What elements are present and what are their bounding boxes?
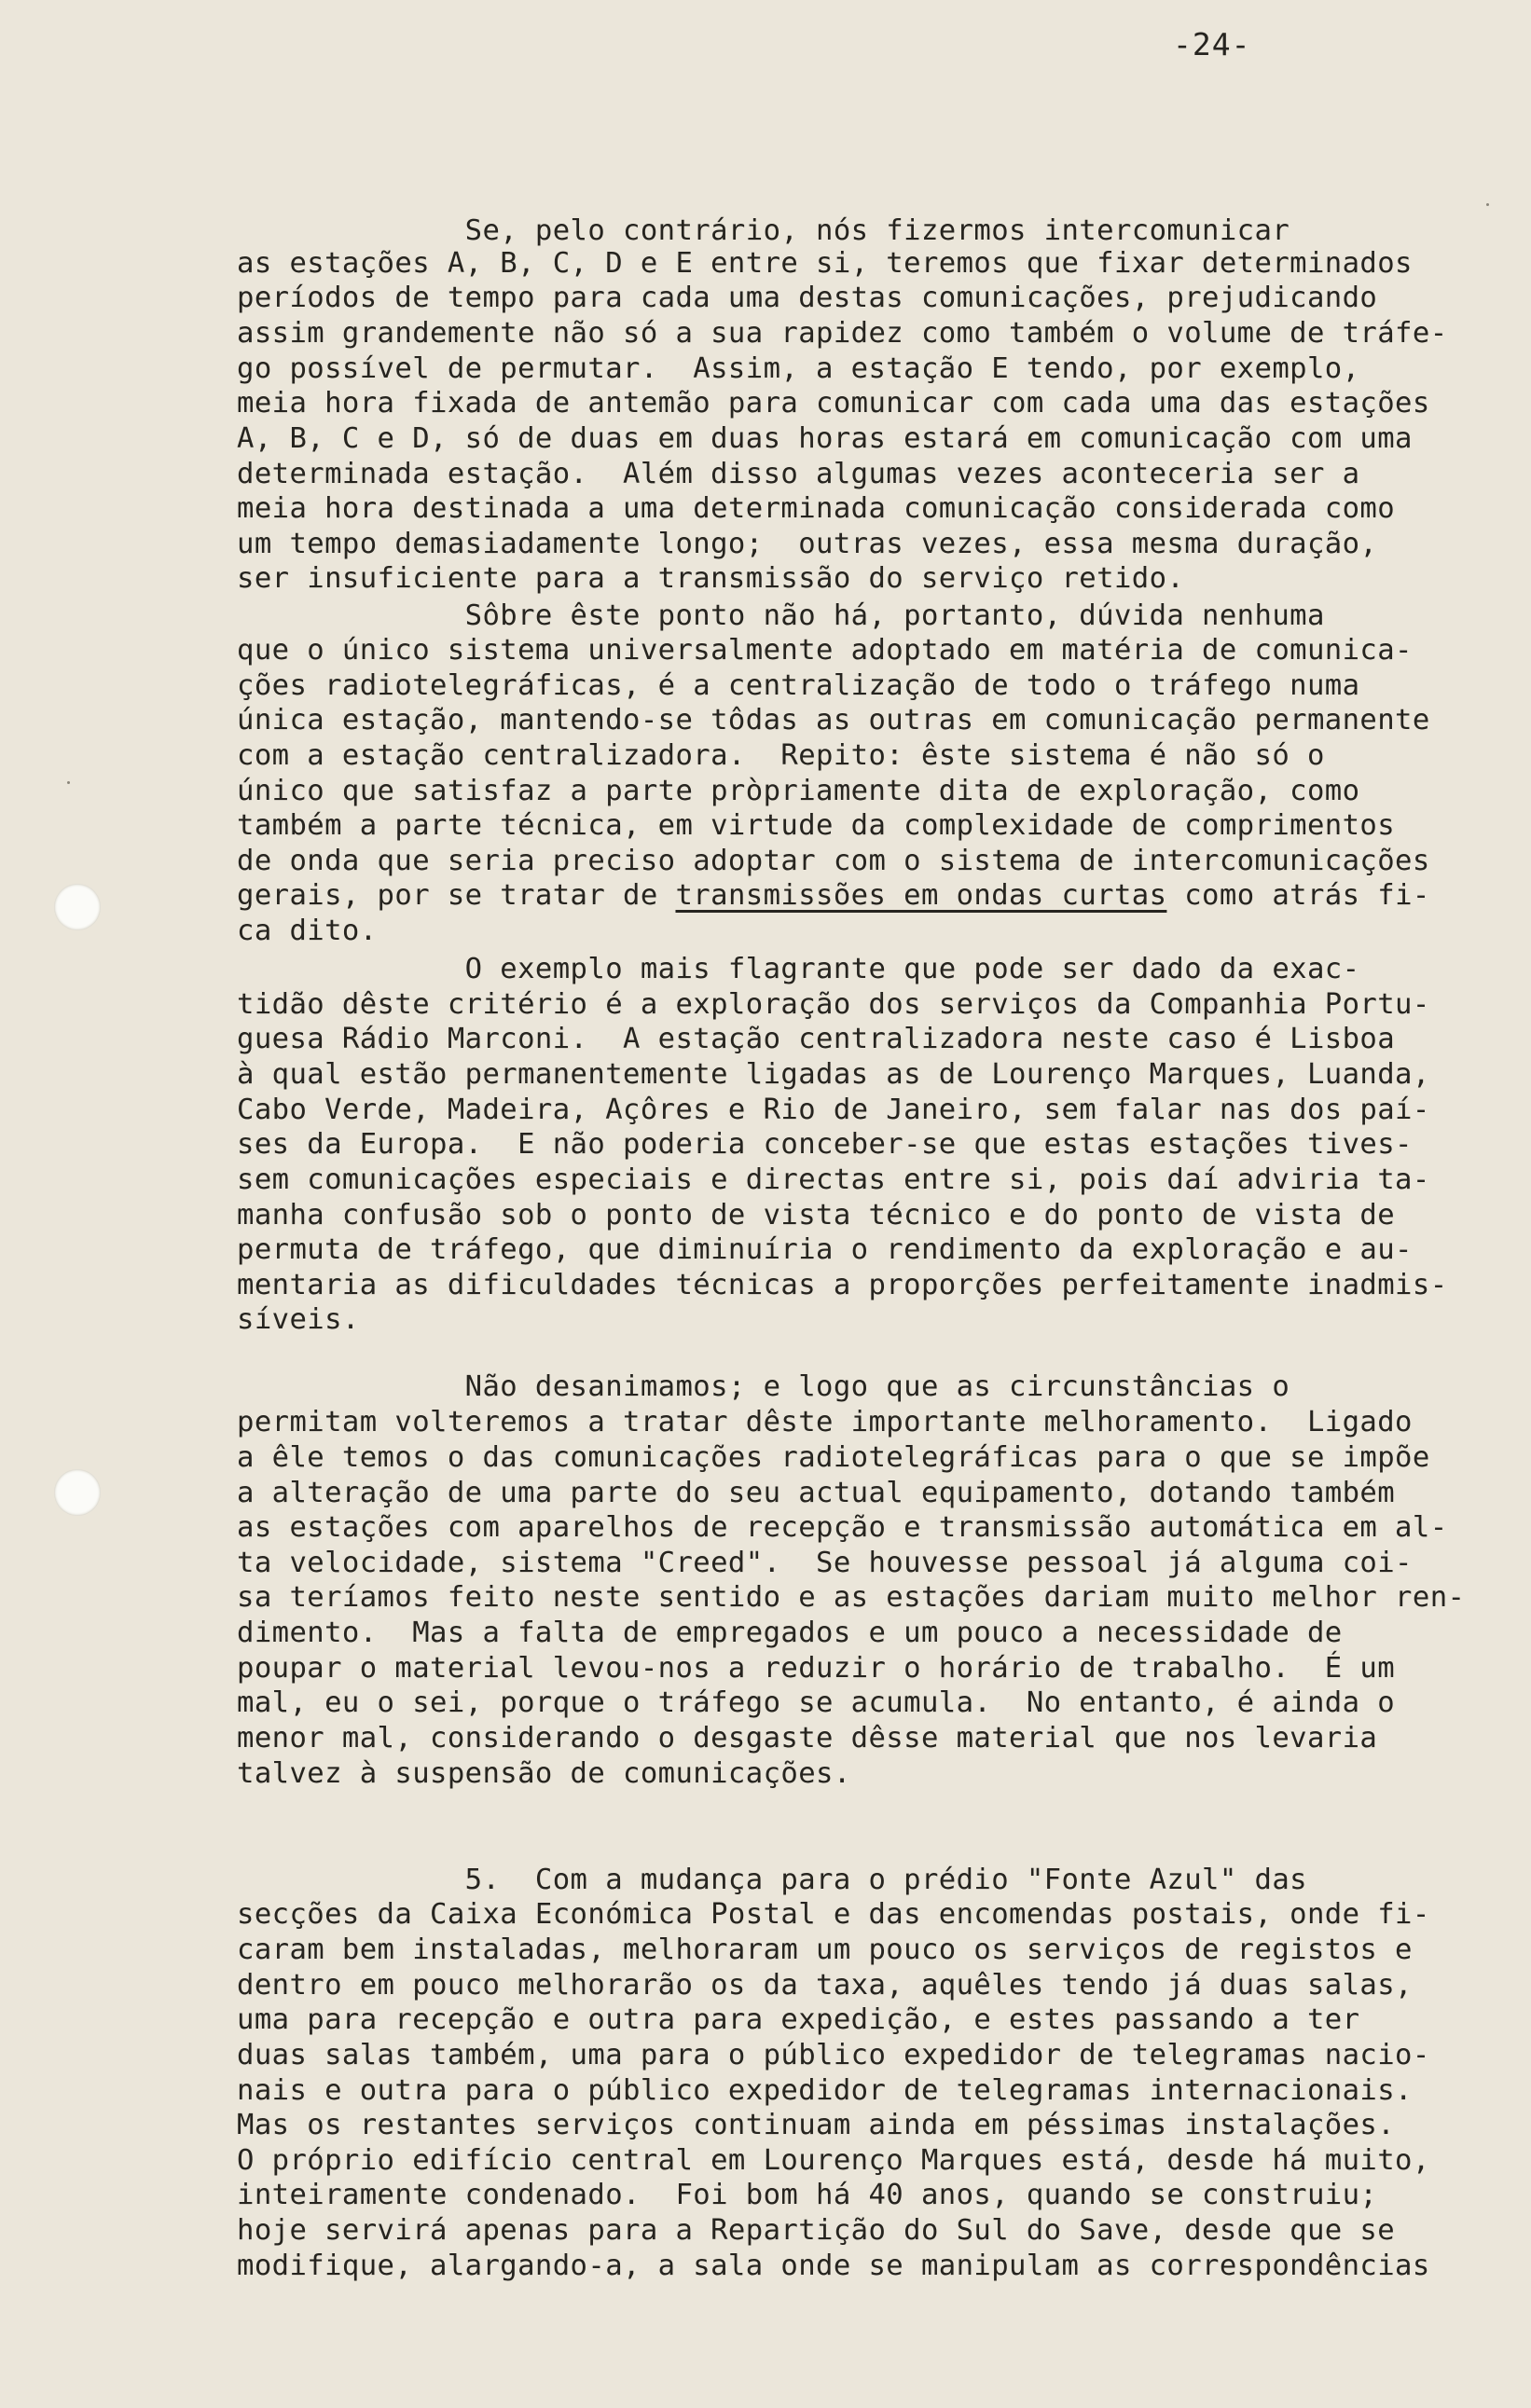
text-line: ções radiotelegráficas, é a centralização de todo o tráfego numa xyxy=(237,669,1360,702)
punch-hole xyxy=(54,884,101,930)
text-line: com a estação centralizadora. Repito: êste sistema é não só o xyxy=(237,739,1325,772)
text-line: dentro em pouco melhorarão os da taxa, aquêles tendo já duas salas, xyxy=(237,1969,1413,2002)
text-line: único que satisfaz a parte pròpriamente dita de exploração, como xyxy=(237,775,1360,807)
text-line: mentaria as dificuldades técnicas a proporções perfeitamente inadmis- xyxy=(237,1269,1448,1301)
text-line: sem comunicações especiais e directas entre si, pois daí adviria ta- xyxy=(237,1163,1430,1196)
text-line: uma para recepção e outra para expedição, e estes passando a ter xyxy=(237,2003,1360,2036)
text-line: inteiramente condenado. Foi bom há 40 anos, quando se construiu; xyxy=(237,2179,1378,2211)
text-line: go possível de permutar. Assim, a estação E tendo, por exemplo, xyxy=(237,352,1360,385)
text-line: meia hora destinada a uma determinada comunicação considerada como xyxy=(237,492,1396,525)
text-line: determinada estação. Além disso algumas vezes aconteceria ser a xyxy=(237,458,1360,490)
text-line: que o único sistema universalmente adoptado em matéria de comunica- xyxy=(237,634,1413,667)
text-line: Se, pelo contrário, nós fizermos intercomunicar xyxy=(237,214,1290,247)
text-line: de onda que seria preciso adoptar com o sistema de intercomunicações xyxy=(237,845,1430,877)
text-line: síveis. xyxy=(237,1303,360,1336)
page-number: -24- xyxy=(1173,26,1251,62)
text-line: poupar o material levou-nos a reduzir o horário de trabalho. É um xyxy=(237,1652,1396,1685)
text-line: nais e outra para o público expedidor de telegramas internacionais. xyxy=(237,2074,1413,2107)
text-line: à qual estão permanentemente ligadas as de Lourenço Marques, Luanda, xyxy=(237,1058,1430,1091)
text-line: manha confusão sob o ponto de vista técnico e do ponto de vista de xyxy=(237,1199,1396,1232)
text-line: menor mal, considerando o desgaste dêsse material que nos levaria xyxy=(237,1722,1378,1754)
text-line: O exemplo mais flagrante que pode ser dado da exac- xyxy=(237,953,1360,985)
text-line: modifique, alargando-a, a sala onde se manipulam as correspondências xyxy=(237,2250,1430,2282)
text-line: caram bem instaladas, melhoraram um pouco os serviços de registos e xyxy=(237,1933,1413,1966)
paper-speck xyxy=(67,781,70,784)
text-line: também a parte técnica, em virtude da complexidade de comprimentos xyxy=(237,809,1396,842)
text-line: ser insuficiente para a transmissão do serviço retido. xyxy=(237,562,1185,595)
text-line: Não desanimamos; e logo que as circunstâncias o xyxy=(237,1370,1290,1403)
text-line: as estações A, B, C, D e E entre si, teremos que fixar determinados xyxy=(237,247,1413,280)
paper-speck xyxy=(1486,203,1489,206)
text-line: a êle temos o das comunicações radiotelegráficas para o que se impõe xyxy=(237,1441,1430,1474)
text-line: guesa Rádio Marconi. A estação centralizadora neste caso é Lisboa xyxy=(237,1023,1396,1055)
text-line: ta velocidade, sistema "Creed". Se houvesse pessoal já alguma coi- xyxy=(237,1547,1413,1579)
text-line: hoje servirá apenas para a Repartição do Sul do Save, desde que se xyxy=(237,2214,1396,2247)
text-line: as estações com aparelhos de recepção e transmissão automática em al- xyxy=(237,1511,1448,1544)
text-line: O próprio edifício central em Lourenço Marques está, desde há muito, xyxy=(237,2144,1430,2177)
text-line: períodos de tempo para cada uma destas comunicações, prejudicando xyxy=(237,282,1378,314)
underlined-phrase: transmissões em ondas curtas xyxy=(675,879,1167,912)
punch-hole xyxy=(54,1469,101,1516)
text-line: A, B, C e D, só de duas em duas horas estará em comunicação com uma xyxy=(237,422,1413,455)
text-line: um tempo demasiadamente longo; outras vezes, essa mesma duração, xyxy=(237,528,1378,560)
text-line: 5. Com a mudança para o prédio "Fonte Azul" das xyxy=(237,1864,1307,1896)
text-line: talvez à suspensão de comunicações. xyxy=(237,1757,851,1790)
text-line: permitam volteremos a tratar dêste importante melhoramento. Ligado xyxy=(237,1406,1413,1438)
text-line: sa teríamos feito neste sentido e as estações dariam muito melhor ren- xyxy=(237,1581,1466,1614)
text-line: gerais, por se tratar de transmissões em ondas curtas como atrás fi- xyxy=(237,879,1430,912)
text-line: tidão dêste critério é a exploração dos serviços da Companhia Portu- xyxy=(237,988,1430,1021)
text-line: única estação, mantendo-se tôdas as outras em comunicação permanente xyxy=(237,704,1430,736)
text-line: meia hora fixada de antemão para comunicar com cada uma das estações xyxy=(237,387,1430,420)
text-line: mal, eu o sei, porque o tráfego se acumula. No entanto, é ainda o xyxy=(237,1686,1396,1719)
text-line: permuta de tráfego, que diminuíria o rendimento da exploração e au- xyxy=(237,1233,1413,1266)
text-line: ca dito. xyxy=(237,915,378,947)
text-line: dimento. Mas a falta de empregados e um pouco a necessidade de xyxy=(237,1617,1343,1649)
text-line: assim grandemente não só a sua rapidez como também o volume de tráfe- xyxy=(237,317,1448,350)
text-line: a alteração de uma parte do seu actual equipamento, dotando também xyxy=(237,1477,1396,1509)
text-line: duas salas também, uma para o público expedidor de telegramas nacio- xyxy=(237,2039,1430,2071)
text-line: Mas os restantes serviços continuam ainda em péssimas instalações. xyxy=(237,2109,1396,2141)
text-line: secções da Caixa Económica Postal e das encomendas postais, onde fi- xyxy=(237,1898,1430,1931)
text-line: ses da Europa. E não poderia conceber-se que estas estações tives- xyxy=(237,1128,1413,1161)
text-line: Sôbre êste ponto não há, portanto, dúvida nenhuma xyxy=(237,599,1325,632)
text-line: Cabo Verde, Madeira, Açôres e Rio de Janeiro, sem falar nas dos paí- xyxy=(237,1094,1430,1126)
